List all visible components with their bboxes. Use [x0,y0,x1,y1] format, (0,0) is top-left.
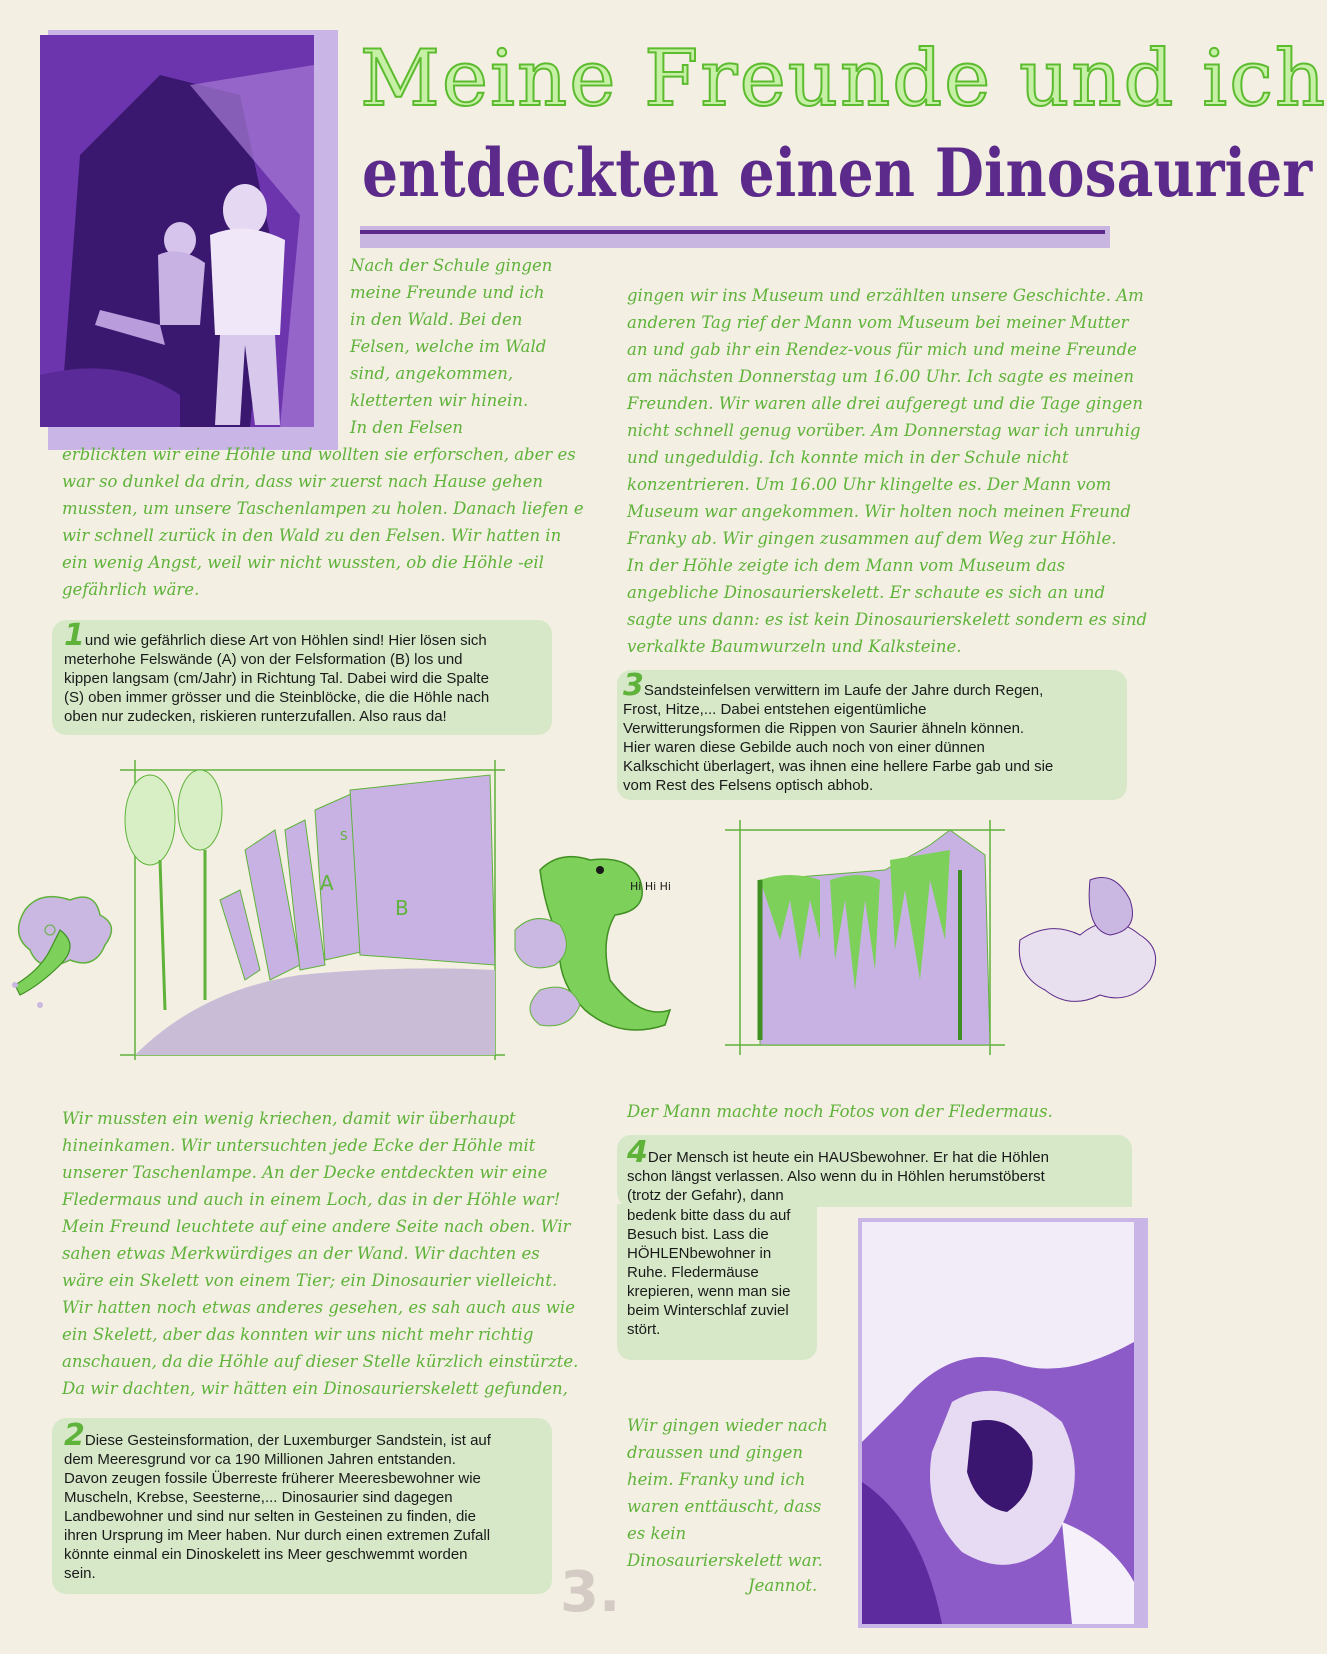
box-number: 4 [627,1135,648,1170]
story-line: kletterten wir hinein. [350,391,529,410]
illustration-row [0,740,1170,1080]
box-number: 3 [623,668,644,703]
story-col1-lower [62,1105,578,1402]
page-title-line2: entdeckten einen Dinosaurier [362,134,1313,212]
story-line: Wir hatten noch etwas anderes gesehen, es sah auch aus wie [62,1298,575,1317]
title-underline [360,230,1105,234]
story-line: gingen wir ins Museum und erzählten unsere Geschichte. Am [627,286,1144,305]
story-line: Franky ab. Wir gingen zusammen auf dem Weg zur Höhle. [627,529,1117,548]
story-line: unserer Taschenlampe. An der Decke entdeckten wir eine [62,1163,548,1182]
story-line: Nach der Schule gingen [350,256,553,275]
box-text-line: schon längst verlassen. Also wenn du in Höhlen herumstöberst [627,1168,1045,1185]
story-line: Der Mann machte noch Fotos von der Fledermaus. [627,1102,1053,1121]
laughing-dinosaur [515,857,671,1030]
box-text-line: Landbewohner und sind nur selten in Gesteinen zu finden, die [64,1508,476,1525]
friends-photo-figures [40,35,314,427]
info-box-2 [52,1418,552,1594]
story-line: nicht schnell genug vorüber. Am Donnerstag war ich unruhig [627,421,1141,440]
story-line: angebliche Dinosaurierskelett. Er schaute es sich an und [627,583,1106,602]
box-text-line: kippen langsam (cm/Jahr) in Richtung Tal. Dabei wird die Spalte [64,670,489,687]
story-line: Wir gingen wieder nach [627,1416,828,1435]
story-line: Mein Freund leuchtete auf eine andere Seite nach oben. Wir [62,1217,571,1236]
story-line: es kein [627,1524,687,1543]
splat-creature-right [1019,878,1155,1002]
box-number: 1 [64,618,85,653]
cave-photo-shapes [862,1222,1134,1624]
stalactite-diagram [725,820,1005,1055]
box-text-line: stört. [627,1321,661,1338]
story-line: ein wenig Angst, weil wir nicht wussten, ob die Höhle ֊eil [62,553,544,572]
story-line: anschauen, da die Höhle auf dieser Stelle kürzlich einstürzte. [62,1352,579,1371]
box-text-line: (trotz der Gefahr), dann [627,1187,784,1204]
box-text-line: Besuch bist. Lass die [627,1226,769,1243]
box-text-line: Der Mensch ist heute ein HAUSbewohner. Er hat die Höhlen [647,1149,1049,1166]
box-text-line: Muscheln, Krebse, Seesterne,... Dinosaurier sind dagegen [64,1489,453,1506]
box-text-line: Hier waren diese Gebilde auch noch von einer dünnen [623,739,985,756]
story-closing [627,1412,828,1574]
box-text-line: (S) oben immer grösser und die Steinblöcke, die die Höhle nach [64,689,490,706]
story-line: und ungeduldig. Ich konnte mich in der Schule nicht [627,448,1069,467]
diagram-label-b: B [395,896,409,920]
splat-creature-left [12,897,111,1008]
story-line: Freunden. Wir waren alle drei aufgeregt und die Tage gingen [627,394,1143,413]
story-col2 [627,282,1147,660]
story-line: sahen etwas Merkwürdiges an der Wand. Wir dachten es [62,1244,540,1263]
box-text-line: Davon zeugen fossile Überreste früherer Meeresbewohner wie [64,1470,481,1487]
story-line: in den Wald. Bei den [350,310,523,329]
box-number: 2 [64,1418,85,1453]
box-text-line: könnte einmal ein Dinoskelett ins Meer geschwemmt worden [64,1546,468,1563]
box-text-line: ihren Ursprung im Meer haben. Nur durch einen extremen Zufall [64,1527,491,1544]
story-line: Da wir dachten, wir hätten ein Dinosaurierskelett gefunden, [62,1379,568,1398]
story-line: hineinkamen. Wir untersuchten jede Ecke der Höhle mit [62,1136,536,1155]
story-line: In den Felsen [350,418,464,437]
box-text-line: krepieren, wenn man sie [627,1283,791,1300]
page-title-line1: Meine Freunde und ich [360,34,1327,124]
story-intro [350,252,552,441]
story-line: meine Freunde und ich [350,283,545,302]
box-text-line: Diese Gesteinsformation, der Luxemburger Sandstein, ist auf [84,1432,491,1449]
diagram-label-s: S [340,829,348,843]
story-line: sagte uns dann: es ist kein Dinosaurierskelett sondern es sind [627,610,1148,629]
story-line: Felsen, welche im Wald [350,337,547,356]
story-line: sind, angekommen, [350,364,514,383]
story-col1-rest [62,441,584,603]
box-text-line: Sandsteinfelsen verwittern im Laufe der Jahre durch Regen, [643,682,1044,699]
box-text-line: Ruhe. Fledermäuse [627,1264,759,1281]
story-line: erblickten wir eine Höhle und wollten sie erforschen, aber es [62,445,576,464]
box-text-line: und wie gefährlich diese Art von Höhlen sind! Hier lösen sich [84,632,487,649]
story-line: Dinosaurierskelett war. [627,1551,823,1570]
story-col2-photos [627,1098,1053,1125]
box-text-line: dem Meeresgrund vor ca 190 Millionen Jahren entstanden. [64,1451,456,1468]
box-text-line: Frost, Hitze,... Dabei entstehen eigentümliche [623,701,927,718]
story-line: am nächsten Donnerstag um 16.00 Uhr. Ich sagte es meinen [627,367,1135,386]
story-line: waren enttäuscht, dass [627,1497,822,1516]
story-line: Museum war angekommen. Wir holten noch meinen Freund [627,502,1131,521]
info-box-4-narrow [617,1204,817,1360]
story-line: verkalkte Baumwurzeln und Kalksteine. [627,637,962,656]
box-text-line: vom Rest des Felsens optisch abhob. [623,777,874,794]
story-line: konzentrieren. Um 16.00 Uhr klingelte es. Der Mann vom [627,475,1112,494]
page-number: 3. [560,1560,621,1625]
story-line: an und gab ihr ein Rendez-vous für mich und meine Freunde [627,340,1137,359]
cave-bat-photo [862,1222,1134,1624]
diagram-label-a: A [320,871,334,895]
story-line: gefährlich wäre. [62,580,200,599]
box-text-line: beim Winterschlaf zuviel [627,1302,789,1319]
story-line: Fledermaus und auch in einem Loch, das in der Höhle war! [62,1190,561,1209]
author-signature: Jeannot. [748,1576,818,1595]
info-box-1 [52,620,552,735]
box-text-line: bedenk bitte dass du auf [627,1207,791,1224]
story-line: anderen Tag rief der Mann vom Museum bei meiner Mutter [627,313,1129,332]
box-text-line: meterhohe Felswände (A) von der Felsformation (B) los und [64,651,463,668]
info-box-4 [617,1135,1132,1207]
story-line: war so dunkel da drin, dass wir zuerst nach Hause gehen [62,472,544,491]
story-line: ein Skelett, aber das konnten wir uns nicht mehr richtig [62,1325,534,1344]
box-text-line: Verwitterungsformen die Rippen von Saurier ähneln können. [623,720,1025,737]
friends-photo [40,35,314,427]
story-line: wäre ein Skelett von einem Tier; ein Dinosaurier vielleicht. [62,1271,558,1290]
box-text-line: oben nur zudecken, riskieren runterzufallen. Also raus da! [64,708,447,725]
giggle-text: Hi Hi Hi [630,880,671,893]
box-text-line: sein. [64,1565,96,1582]
box-text-line: Kalkschicht überlagert, was ihnen eine hellere Farbe gab und sie [623,758,1054,775]
box-text-line: HÖHLENbewohner in [627,1245,772,1262]
story-line: In der Höhle zeigte ich dem Mann vom Museum das [627,556,1066,575]
story-line: heim. Franky und ich [627,1470,806,1489]
story-line: Wir mussten ein wenig kriechen, damit wir überhaupt [62,1109,516,1128]
story-line: draussen und gingen [627,1443,803,1462]
cave-diagram [120,760,505,1060]
story-line: mussten, um unsere Taschenlampen zu holen. Danach liefen e [62,499,584,518]
story-line: wir schnell zurück in den Wald zu den Felsen. Wir hatten in [62,526,562,545]
